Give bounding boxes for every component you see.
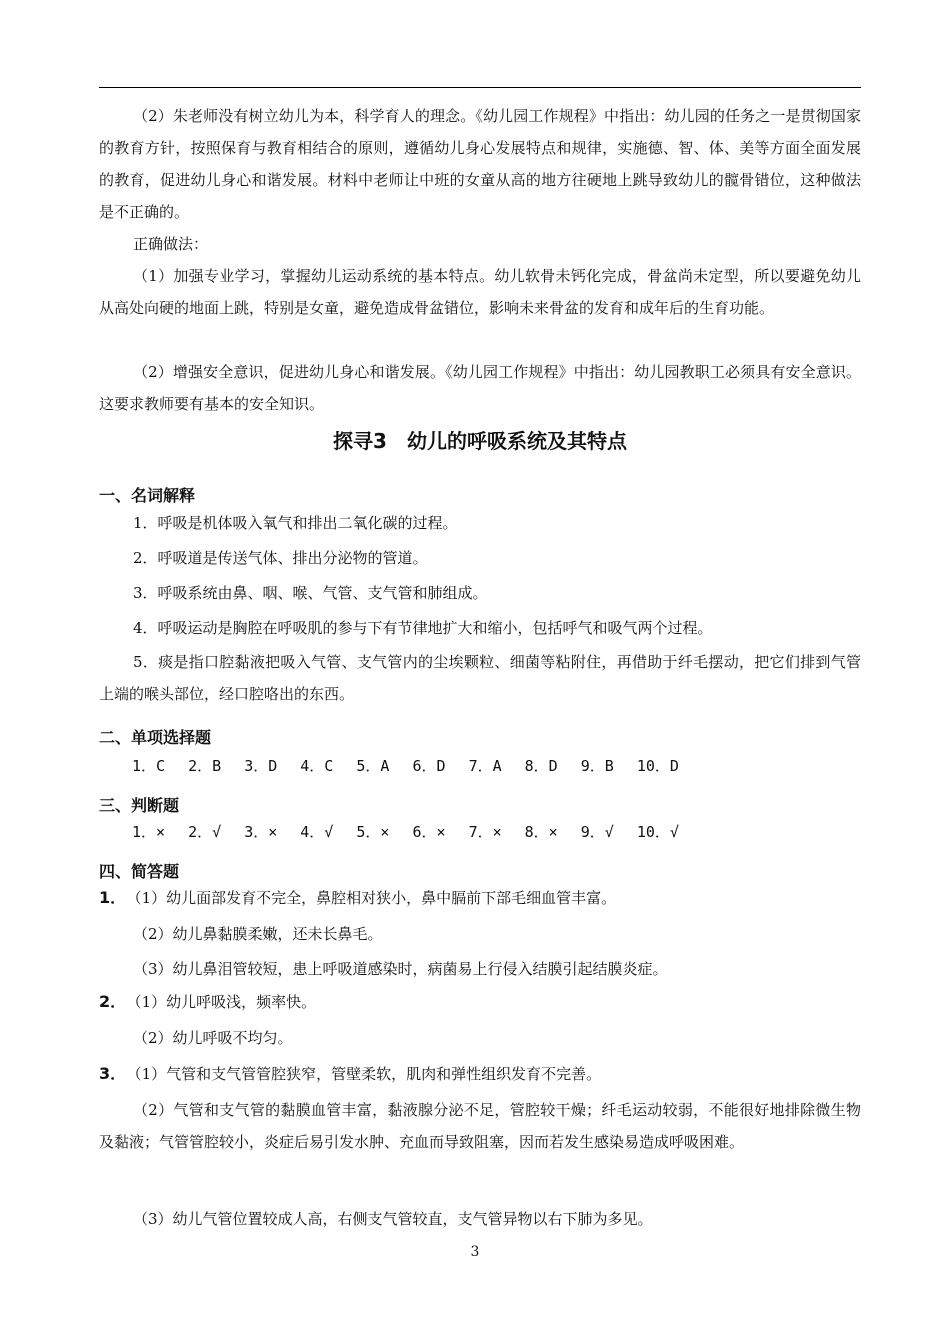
term-item-3: 3．呼吸系统由鼻、咽、喉、气管、支气管和肺组成。 [133, 584, 488, 602]
answer-item: 2．B [188, 757, 222, 775]
answer-item: 10．D [636, 757, 679, 775]
heading-true-false: 三、判断题 [99, 796, 180, 815]
heading-short-answer: 四、简答题 [99, 862, 180, 881]
answer-item: 10．√ [636, 823, 679, 841]
short-answer-q2-line-a [99, 988, 316, 1016]
short-answer-q1-line-b: （2）幼儿鼻黏膜柔嫩，还未长鼻毛。 [133, 925, 383, 943]
paragraph-method-1: （1）加强专业学习，掌握幼儿运动系统的基本特点。幼儿软骨未钙化完成，骨盆尚未定型，所以要避免幼儿从高处向硬的地面上跳，特别是女童，避免造成骨盆错位，影响未来骨盆的发育和成年后的生育功能。 [99, 267, 861, 317]
short-answer-q2-line-b: （2）幼儿呼吸不均匀。 [133, 1029, 293, 1047]
answer-item: 7．× [468, 823, 502, 841]
answer-item: 8．× [524, 823, 558, 841]
paragraph-teacher-analysis: （2）朱老师没有树立幼儿为本，科学育人的理念。《幼儿园工作规程》中指出：幼儿园的任务之一是贯彻国家的教育方针，按照保育与教育相结合的原则，遵循幼儿身心发展特点和规律，实施德、智、体、美等方面全面发展的教育，促进幼儿身心和谐发展。材料中老师让中班的女童从高的地方往硬地上跳导致幼儿的髋骨错位，这种做法是不正确的。 [99, 107, 861, 221]
short-answer-q3-line-c: （3）幼儿气管位置较成人高，右侧支气管较直，支气管异物以右下肺为多见。 [133, 1210, 653, 1228]
paragraph-method-2: （2）增强安全意识，促进幼儿身心和谐发展。《幼儿园工作规程》中指出：幼儿园教职工必须具有安全意识。这要求教师要有基本的安全知识。 [99, 363, 861, 413]
short-answer-q1-line-c: （3）幼儿鼻泪管较短，患上呼吸道感染时，病菌易上行侵入结膜引起结膜炎症。 [133, 960, 668, 978]
answer-item: 9．√ [580, 823, 614, 841]
true-false-answers [132, 820, 693, 844]
answer-item: 7．A [468, 757, 502, 775]
answer-item: 1．C [132, 757, 166, 775]
short-answer-q3-line-a [99, 1060, 601, 1088]
short-answer-q1-line-a [99, 884, 616, 912]
answer-text: （1）幼儿面部发育不完全，鼻腔相对狭小，鼻中膈前下部毛细血管丰富。 [134, 889, 617, 907]
question-number: 3． [99, 1064, 127, 1083]
answer-item: 3．× [244, 823, 278, 841]
answer-item: 2．√ [188, 823, 222, 841]
question-number: 2． [99, 992, 127, 1011]
single-choice-answers [132, 754, 693, 778]
answer-item: 4．√ [300, 823, 334, 841]
paragraph-correct-method-label: 正确做法： [133, 235, 209, 253]
term-item-4: 4．呼吸运动是胸腔在呼吸肌的参与下有节律地扩大和缩小，包括呼气和吸气两个过程。 [133, 619, 713, 637]
term-item-5: 5．痰是指口腔黏液把吸入气管、支气管内的尘埃颗粒、细菌等粘附住，再借助于纤毛摆动，把它们排到气管上端的喉头部位，经口腔咯出的东西。 [99, 653, 861, 703]
short-answer-q3-line-b: （2）气管和支气管的黏膜血管丰富，黏液腺分泌不足，管腔较干燥；纤毛运动较弱，不能很好地排除微生物及黏液；气管管腔较小，炎症后易引发水肿、充血而导致阻塞，因而若发生感染易造成呼吸困难。 [99, 1101, 861, 1151]
heading-single-choice: 二、单项选择题 [99, 728, 212, 747]
answer-item: 8．D [524, 757, 558, 775]
answer-text: （1）气管和支气管管腔狭窄，管壁柔软，肌肉和弹性组织发育不完善。 [134, 1065, 602, 1083]
page-number: 3 [470, 1244, 480, 1260]
answer-item: 6．× [412, 823, 446, 841]
answer-item: 1．× [132, 823, 166, 841]
question-number: 1． [99, 888, 127, 907]
answer-item: 6．D [412, 757, 446, 775]
answer-text: （1）幼儿呼吸浅，频率快。 [134, 993, 317, 1011]
term-item-2: 2．呼吸道是传送气体、排出分泌物的管道。 [133, 549, 428, 567]
answer-item: 5．× [356, 823, 390, 841]
answer-item: 3．D [244, 757, 278, 775]
answer-item: 5．A [356, 757, 390, 775]
section-title: 探寻3 幼儿的呼吸系统及其特点 [333, 429, 627, 453]
heading-terms: 一、名词解释 [99, 486, 196, 505]
term-item-1: 1．呼吸是机体吸入氧气和排出二氧化碳的过程。 [133, 514, 458, 532]
answer-item: 9．B [580, 757, 614, 775]
answer-item: 4．C [300, 757, 334, 775]
header-rule [99, 87, 861, 88]
